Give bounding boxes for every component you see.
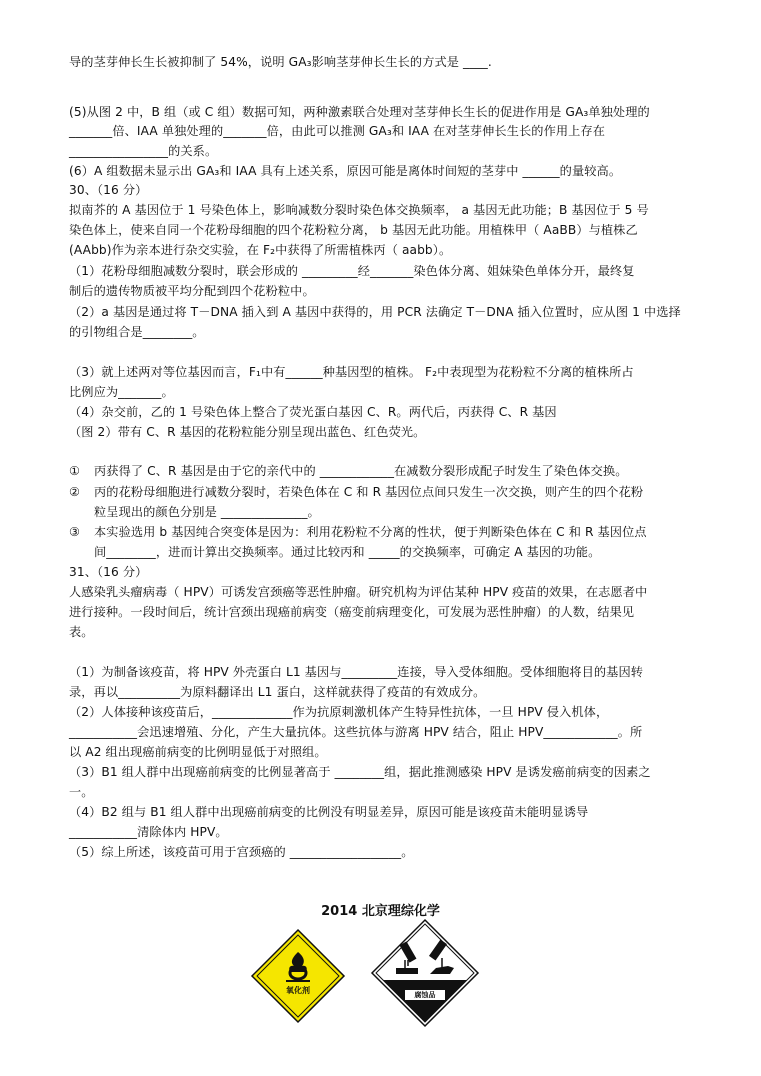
text-line: ___________清除体内 HPV。 — [69, 825, 228, 839]
section-title: 2014 北京理综化学 — [321, 904, 440, 919]
text-line: 的引物组合是________。 — [69, 325, 205, 339]
circled-number: ① — [69, 464, 80, 478]
text-line: 间________，进而计算出交换频率。通过比较丙和 _____的交换频率，可确定 A 基因的功能。 — [94, 545, 601, 559]
text-line: ___________会迅速增殖、分化，产生大量抗体。这些抗体与游离 HPV 结合，阻止 HPV____________。所 — [69, 725, 643, 739]
text-line: 丙获得了 C、R 基因是由于它的亲代中的 ____________在减数分裂形成配子时发生了染色体交换。 — [94, 464, 628, 478]
text-line: (5)从图 2 中，B 组（或 C 组）数据可知，两种激素联合处理对茎芽伸长生长的促进作用是 GA₃单独处理的 — [69, 105, 650, 119]
text-line: (6）A 组数据未显示出 GA₃和 IAA 具有上述关系，原因可能是离体时间短的茎芽中 ______的量较高。 — [69, 164, 622, 178]
text-line: （2）人体接种该疫苗后，_____________作为抗原刺激机体产生特异性抗体，一旦 HPV 侵入机体， — [69, 705, 609, 719]
oxidizer-sign — [250, 928, 346, 1024]
text-line: 一。 — [69, 785, 94, 799]
text-line: 比例应为_______。 — [69, 385, 174, 399]
text-line: （4）B2 组与 B1 组人群中出现癌前病变的比例没有明显差异，原因可能是该疫苗未能明显诱导 — [69, 805, 589, 819]
text-line: （3）就上述两对等位基因而言，F₁中有______种基因型的植株。 F₂中表现型为花粉粒不分离的植株所占 — [69, 365, 634, 379]
circled-number: ③ — [69, 525, 80, 539]
text-line: 拟南芥的 A 基因位于 1 号染色体上，影响减数分裂时染色体交换频率， a 基因无此功能；B 基因位于 5 号 — [69, 203, 649, 217]
text-line: 本实验选用 b 基因纯合突变体是因为：利用花粉粒不分离的性状，便于判断染色体在 C 和 R 基因位点 — [94, 525, 647, 539]
text-line: 进行接种。一段时间后，统计宫颈出现癌前病变（癌变前病理变化，可发展为恶性肿瘤）的人数，结果见 — [69, 605, 635, 619]
text-line: _______倍、IAA 单独处理的_______倍，由此可以推测 GA₃和 IAA 在对茎芽伸长生长的作用上存在 — [69, 124, 606, 138]
text-line: （3）B1 组人群中出现癌前病变的比例显著高于 ________组，据此推测感染 HPV 是诱发癌前病变的因素之 — [69, 765, 651, 779]
question-number: 31、（16 分） — [69, 565, 148, 579]
text-line: 丙的花粉母细胞进行减数分裂时，若染色体在 C 和 R 基因位点间只发生一次交换，则产生的四个花粉 — [94, 485, 644, 499]
text-line: (AAbb)作为亲本进行杂交实验，在 F₂中获得了所需植株丙（ aabb）。 — [69, 243, 452, 257]
text-line: 以 A2 组出现癌前病变的比例明显低于对照组。 — [69, 745, 327, 759]
text-line: 录，再以__________为原料翻译出 L1 蛋白，这样就获得了疫苗的有效成分。 — [69, 685, 486, 699]
question-number: 30、（16 分） — [69, 183, 148, 197]
text-line: （2）a 基因是通过将 T－DNA 插入到 A 基因中获得的，用 PCR 法确定 T－DNA 插入位置时，应从图 1 中选择 — [69, 305, 681, 319]
text-line: （4）杂交前，乙的 1 号染色体上整合了荧光蛋白基因 C、R。两代后，丙获得 C、R 基因 — [69, 405, 557, 419]
text-line: （图 2）带有 C、R 基因的花粉粒能分别呈现出蓝色、红色荧光。 — [69, 425, 426, 439]
text-line: 表。 — [69, 625, 94, 639]
text-line: 粒呈现出的颜色分别是 ______________。 — [94, 505, 320, 519]
corrosive-label: 腐蚀品 — [405, 990, 445, 1000]
text-line: ________________的关系。 — [69, 144, 218, 158]
circled-number: ② — [69, 485, 80, 499]
text-line: （1）为制备该疫苗，将 HPV 外壳蛋白 L1 基因与_________连接，导入受体细胞。受体细胞将目的基因转 — [69, 665, 644, 679]
corrosive-sign — [370, 918, 480, 1028]
text-line: 染色体上，使来自同一个花粉母细胞的四个花粉粒分离， b 基因无此功能。用植株甲（ AaBB）与植株乙 — [69, 223, 638, 237]
text-line: 人感染乳头瘤病毒（ HPV）可诱发宫颈癌等恶性肿瘤。研究机构为评估某种 HPV 疫苗的效果，在志愿者中 — [69, 585, 648, 599]
text-line: 制后的遗传物质被平均分配到四个花粉粒中。 — [69, 284, 315, 298]
text-line: （5）综上所述，该疫苗可用于宫颈癌的 __________________。 — [69, 845, 414, 859]
text-line: （1）花粉母细胞减数分裂时，联会形成的 _________经_______染色体分离、姐妹染色单体分开，最终复 — [69, 264, 635, 278]
oxidizer-label: 氧化剂 — [286, 986, 310, 995]
text-line: 导的茎芽伸长生长被抑制了 54%，说明 GA₃影响茎芽伸长生长的方式是 ____. — [69, 55, 492, 69]
